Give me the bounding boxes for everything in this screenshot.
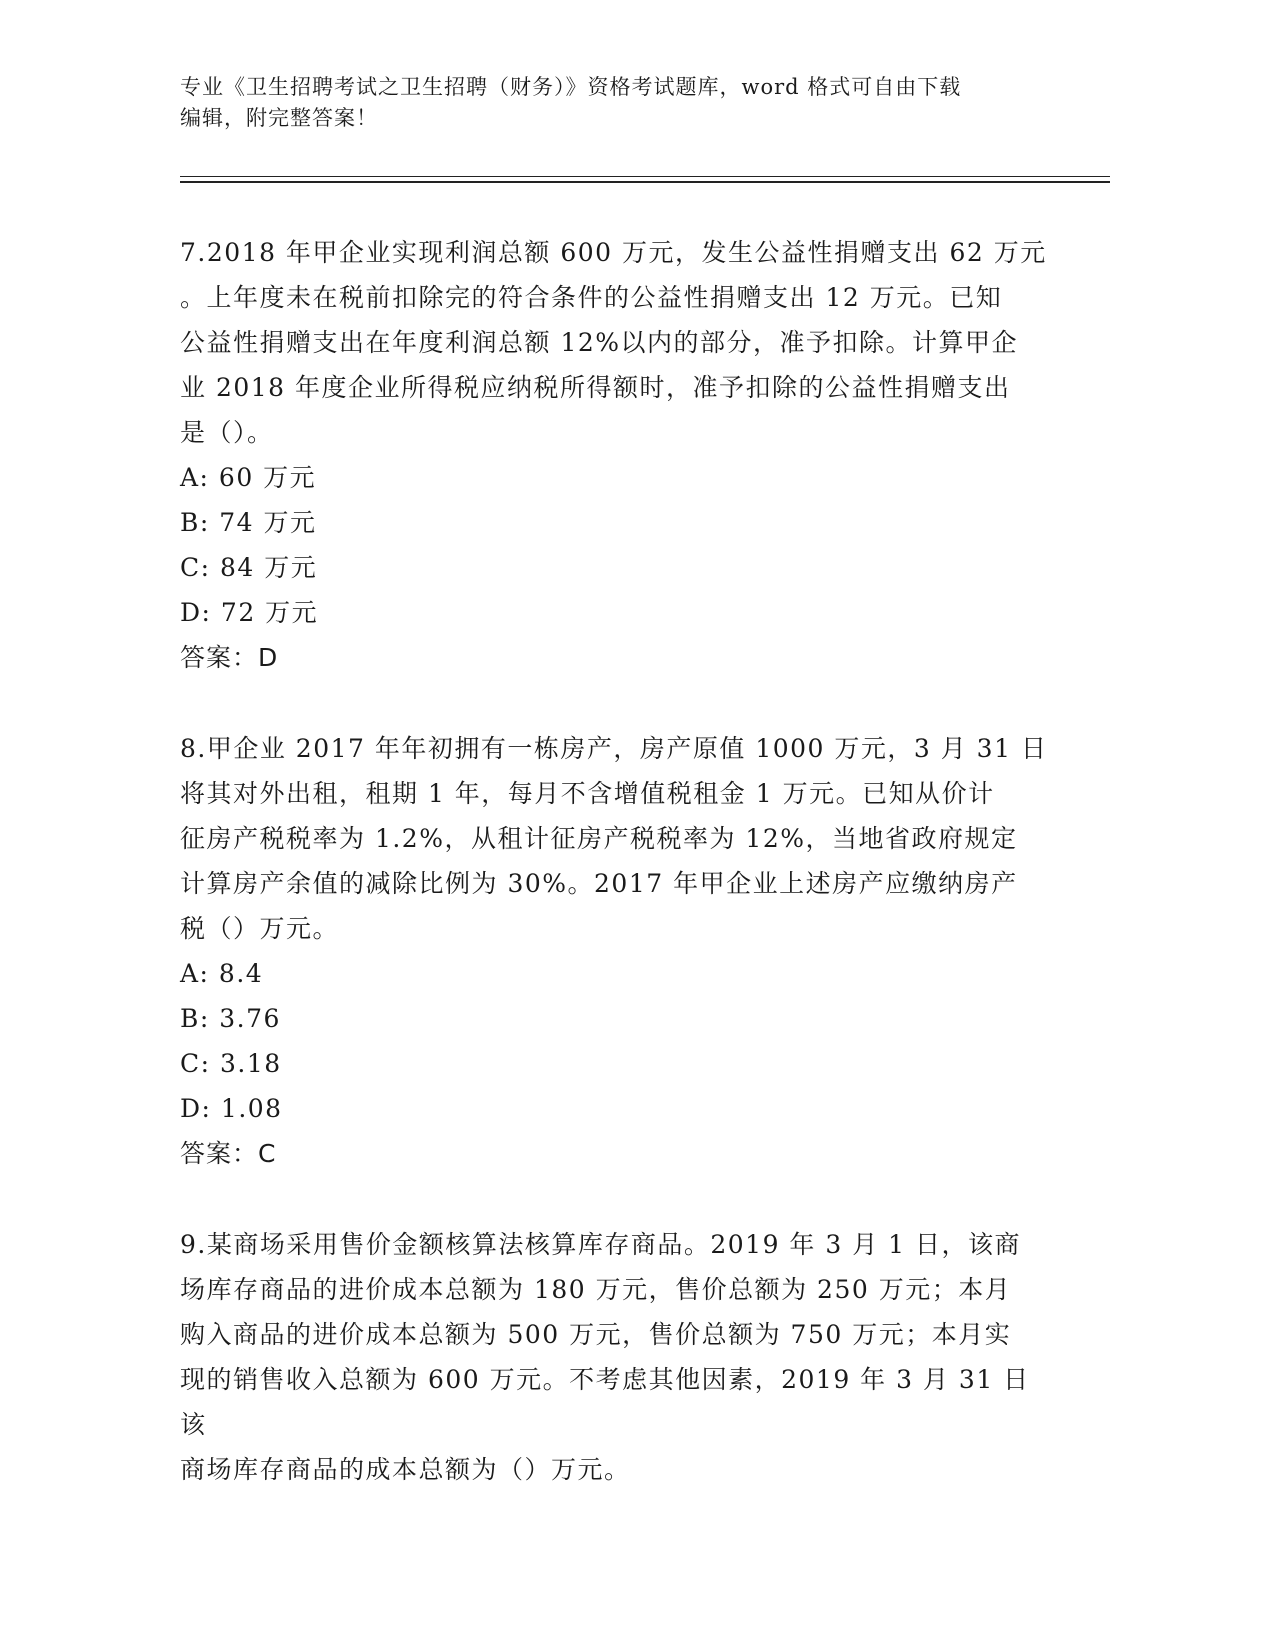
option-a: A: 8.4 [180,959,264,988]
question-9 [180,1222,1050,1492]
option-b: B: 74 万元 [180,508,317,537]
question-stem-line: 9.某商场采用售价金额核算法核算库存商品。2019 年 3 月 1 日，该商 [180,1230,1022,1259]
question-stem-line: 现的销售收入总额为 600 万元。不考虑其他因素，2019 年 3 月 31 日该 [180,1365,1030,1439]
question-stem-line: 税（）万元。 [180,914,340,943]
question-7 [180,230,1050,680]
answer-label: 答案：C [180,1139,277,1168]
question-stem-line: 7.2018 年甲企业实现利润总额 600 万元，发生公益性捐赠支出 62 万元 [180,238,1047,267]
header-divider-thick [180,181,1110,183]
answer-label: 答案：D [180,643,279,672]
question-stem-line: 征房产税税率为 1.2%，从租计征房产税税率为 12%，当地省政府规定 [180,824,1018,853]
question-stem-line: 8.甲企业 2017 年年初拥有一栋房产，房产原值 1000 万元，3 月 31 日 [180,734,1048,763]
question-stem-line: 购入商品的进价成本总额为 500 万元，售价总额为 750 万元；本月实 [180,1320,1012,1349]
option-d: D: 72 万元 [180,598,319,627]
question-stem-line: 业 2018 年度企业所得税应纳税所得额时，准予扣除的公益性捐赠支出 [180,373,1011,402]
question-8 [180,726,1050,1176]
question-stem-line: 公益性捐赠支出在年度利润总额 12%以内的部分，准予扣除。计算甲企 [180,328,1019,357]
option-b: B: 3.76 [180,1004,281,1033]
option-c: C: 3.18 [180,1049,282,1078]
header-line-1: 专业《卫生招聘考试之卫生招聘（财务）》资格考试题库，word 格式可自由下载 [180,75,962,99]
document-header [180,72,1060,134]
question-stem-line: 是（）。 [180,418,274,447]
option-c: C: 84 万元 [180,553,318,582]
option-d: D: 1.08 [180,1094,283,1123]
question-stem-line: 场库存商品的进价成本总额为 180 万元，售价总额为 250 万元；本月 [180,1275,1012,1304]
question-stem-line: 商场库存商品的成本总额为（）万元。 [180,1455,631,1484]
question-stem-line: 将其对外出租，租期 1 年，每月不含增值税租金 1 万元。已知从价计 [180,779,995,808]
option-a: A: 60 万元 [180,463,317,492]
question-stem-line: 。上年度未在税前扣除完的符合条件的公益性捐赠支出 12 万元。已知 [180,283,1003,312]
question-stem-line: 计算房产余值的减除比例为 30%。2017 年甲企业上述房产应缴纳房产 [180,869,1018,898]
header-line-2: 编辑，附完整答案！ [180,106,378,130]
header-divider-thin [180,176,1110,177]
